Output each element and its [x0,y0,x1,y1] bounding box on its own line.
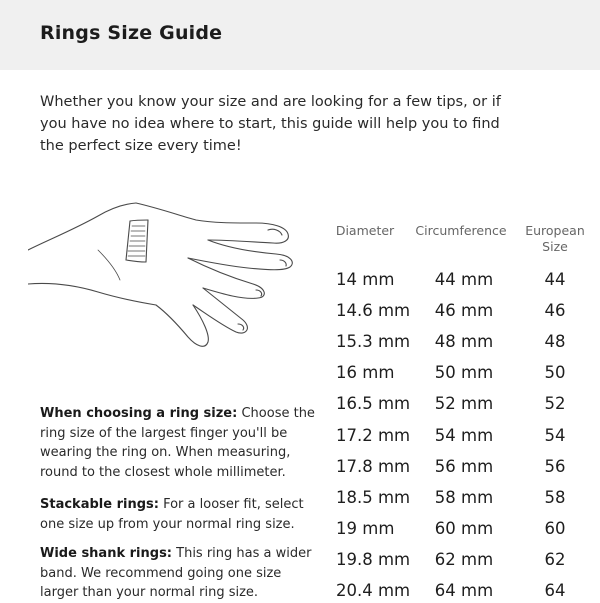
table-cell-circumference: 64 mm [434,581,494,600]
table-cell-european: 52 [544,394,566,414]
table-cell-european: 44 [544,270,566,289]
table-cell-european: 64 [544,581,566,600]
tip-text: ring size of the largest finger you'll be [40,425,288,441]
tip-wide-shank [40,544,310,603]
table-cell-circumference: 56 mm [434,456,494,476]
hand-with-ring-icon [28,190,328,370]
tip-text: larger than your normal ring size. [40,585,259,600]
table-cell-diameter: 19.8 mm [336,549,411,569]
table-cell-diameter: 14 mm [336,270,395,289]
tip-text: round to the closest whole millimeter. [40,464,286,480]
column-header-diameter: Diameter [335,223,395,238]
tip-choosing [40,404,315,482]
tip-title: When choosing a ring size: [40,406,238,421]
table-cell-circumference: 44 mm [434,270,494,289]
table-cell-european: 56 [544,456,566,476]
table-cell-diameter: 19 mm [336,518,395,538]
tip-text: band. We recommend going one size [40,565,282,581]
table-cell-european: 54 [544,425,566,445]
table-cell-diameter: 17.8 mm [336,456,411,476]
column-header-european-line: European [525,223,585,238]
table-cell-circumference: 52 mm [434,394,494,414]
table-cell-european: 50 [544,363,566,383]
table-cell-european: 62 [544,549,566,569]
intro-paragraph [40,91,580,157]
tip-text: This ring has a wider [176,546,312,561]
tip-text: Choose the [241,406,315,421]
table-cell-circumference: 60 mm [434,518,494,538]
table-cell-diameter: 14.6 mm [336,301,411,321]
table-cell-circumference: 46 mm [434,301,494,321]
table-cell-diameter: 20.4 mm [336,581,411,600]
table-cell-diameter: 16 mm [336,363,395,383]
tip-title: Wide shank rings: [40,546,172,561]
intro-line: the perfect size every time! [40,138,242,154]
column-header-european-line: Size [542,239,568,254]
column-header-circumference: Circumference [415,223,507,238]
intro-line: Whether you know your size and are looking for a few tips, or if [40,94,501,110]
header-bar [0,0,600,70]
table-cell-circumference: 48 mm [434,332,494,352]
table-cell-european: 46 [544,301,566,321]
table-cell-diameter: 17.2 mm [336,425,411,445]
tip-text: one size up from your normal ring size. [40,516,295,532]
table-cell-circumference: 62 mm [434,549,494,569]
intro-line: you have no idea where to start, this guide will help you to find [40,116,500,132]
table-cell-diameter: 16.5 mm [336,394,411,414]
table-cell-circumference: 50 mm [434,363,494,383]
page-title: Rings Size Guide [40,22,223,44]
table-cell-european: 60 [544,518,566,538]
column-header-european-size [518,223,592,255]
tip-stackable [40,495,310,534]
table-cell-circumference: 54 mm [434,425,494,445]
tip-text: For a looser fit, select [163,497,304,512]
tip-title: Stackable rings: [40,497,159,512]
table-cell-european: 48 [544,332,566,352]
table-cell-european: 58 [544,487,566,507]
tip-text: wearing the ring on. When measuring, [40,445,291,460]
table-cell-diameter: 15.3 mm [336,332,411,352]
table-cell-diameter: 18.5 mm [336,487,411,507]
table-cell-circumference: 58 mm [434,487,494,507]
